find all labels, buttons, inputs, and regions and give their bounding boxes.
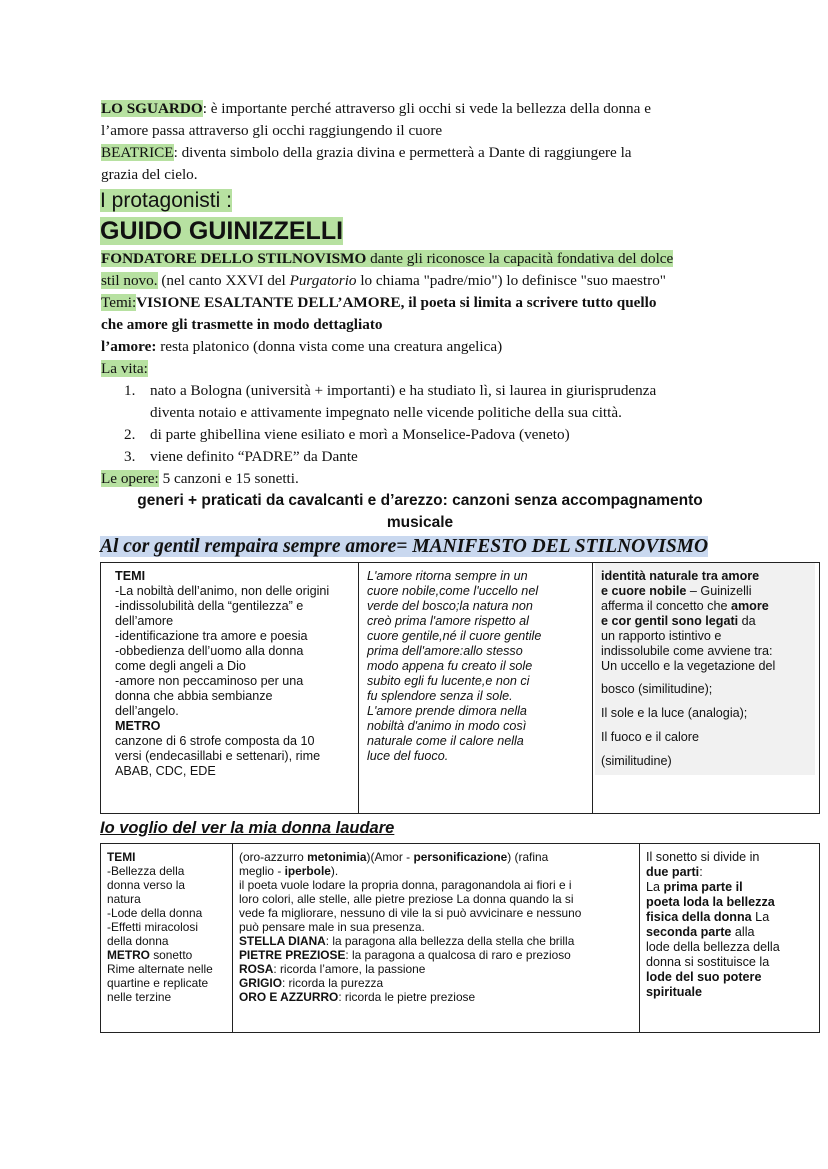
table1-col-temi: TEMI -La nobiltà dell’animo, non delle origini -indissolubilità della “gentilezza” e dell’amore -identificazione tra amore e poesia -obbedienza dell’uomo alla donna come degli angeli a Dio -amore non peccaminoso per una donna che abbia sembianze dell’angelo. METRO canzone di 6 strofe composta da 10 versi (endecasillabi e settenari), rime ABAB, CDC, EDE <box>101 563 359 814</box>
list-item: STELLA DIANA: la paragona alla bellezza della stella che brilla <box>239 934 575 948</box>
table1-title: Al cor gentil rempaira sempre amore= MANIFESTO DEL STILNOVISMO <box>100 536 709 557</box>
table2-col-temi: TEMI -Bellezza della donna verso la natura -Lode della donna -Effetti miracolosi della donna METRO sonetto Rime alternate nelle quartine e replicate nelle terzine <box>101 844 233 1033</box>
fondatore-paragraph: FONDATORE DELLO STILNOVISMO dante gli riconosce la capacità fondativa del dolce stil novo. (nel canto XXVI del Purgatorio lo chiama "padre/mio") lo definisce "suo maestro" <box>101 250 674 289</box>
beatrice-label: BEATRICE <box>101 144 174 161</box>
author-heading: GUIDO GUINIZZELLI <box>100 217 344 245</box>
table1-col-analisi: identità naturale tra amore e cuore nobile – Guinizelli afferma il concetto che amore e cor gentil sono legati da un rapporto istintivo e indissolubile come avviene tra: Un uccello e la vegetazione del bosco (similitudine); Il sole e la luce (analogia); Il fuoco e il calore (similitudine) <box>593 563 820 814</box>
amore-paragraph: l’amore: resta platonico (donna vista come una creatura angelica) <box>101 338 503 355</box>
list-item-continuation: diventa notaio e attivamente impegnato nelle vicende politiche della sua città. <box>150 404 622 421</box>
opere-paragraph: Le opere: 5 canzoni e 15 sonetti. <box>101 470 299 487</box>
table1-col-parafrasi: L'amore ritorna sempre in un cuore nobile,come l'uccello nel verde del bosco;la natura non creò prima l'amore rispetto al cuore gentile,né il cuore gentile prima dell'amore:allo stesso modo appena fu creato il sole subito egli fu lucente,e non ci fu splendore senza il sole. L'amore prende dimora nella nobiltà d'animo in modo così naturale come il calore nella luce del fuoco. <box>359 563 593 814</box>
vita-label: La vita: <box>101 360 148 377</box>
section-heading-protagonisti: I protagonisti : <box>100 189 232 212</box>
list-item: 3. viene definito “PADRE” da Dante <box>124 448 358 465</box>
sguardo-paragraph: LO SGUARDO: è importante perché attraverso gli occhi si vede la bellezza della donna e l’amore passa attraverso gli occhi raggiungendo il cuore <box>101 100 651 139</box>
list-item: ROSA: ricorda l’amore, la passione <box>239 962 426 976</box>
list-item: 1. nato a Bologna (università + importanti) e ha studiato lì, si laurea in giurisprudenza <box>124 382 657 399</box>
list-item: 2. di parte ghibellina viene esiliato e morì a Monselice-Padova (veneto) <box>124 426 570 443</box>
beatrice-paragraph: BEATRICE: diventa simbolo della grazia divina e permetterà a Dante di raggiungere la grazia del cielo. <box>101 144 632 183</box>
sguardo-label: LO SGUARDO <box>101 100 203 117</box>
table2-col-struttura: Il sonetto si divide in due parti: La prima parte il poeta loda la bellezza fisica della donna La seconda parte alla lode della bellezza della donna si sostituisce la lode del suo potere spirituale <box>640 844 820 1033</box>
temi-paragraph: Temi:VISIONE ESALTANTE DELL’AMORE, il poeta si limita a scrivere tutto quello che amore gli trasmette in modo dettagliato <box>101 294 657 333</box>
table1 <box>100 562 820 814</box>
list-item: ORO E AZZURRO: ricorda le pietre preziose <box>239 990 476 1004</box>
list-item: GRIGIO: ricorda la purezza <box>239 976 384 990</box>
table2 <box>100 843 820 1033</box>
table2-title: Io voglio del ver la mia donna laudare <box>100 819 395 837</box>
list-item: PIETRE PREZIOSE: la paragona a qualcosa di raro e prezioso <box>239 948 571 962</box>
vita-list <box>124 380 744 468</box>
generi-heading: generi + praticati da cavalcanti e d’arezzo: canzoni senza accompagnamento musicale <box>137 492 703 531</box>
table2-col-analisi: (oro-azzurro metonimia)(Amor - personificazione) (rafina meglio - iperbole). il poeta vuole lodare la propria donna, paragonandola ai fiori e i loro colori, alle stelle, alle pietre preziose La donna quando la si vede fa migliorare, nessuno di vile la si può avvicinare e nessuno può pensare male in sua presenza. STELLA DIANA: la paragona alla bellezza della stella che brilla PIETRE PREZIOSE: la paragona a qualcosa di raro e prezioso ROSA: ricorda l’amore, la passione GRIGIO: ricorda la purezza ORO E AZZURRO: ricorda le pietre preziose <box>233 844 640 1033</box>
